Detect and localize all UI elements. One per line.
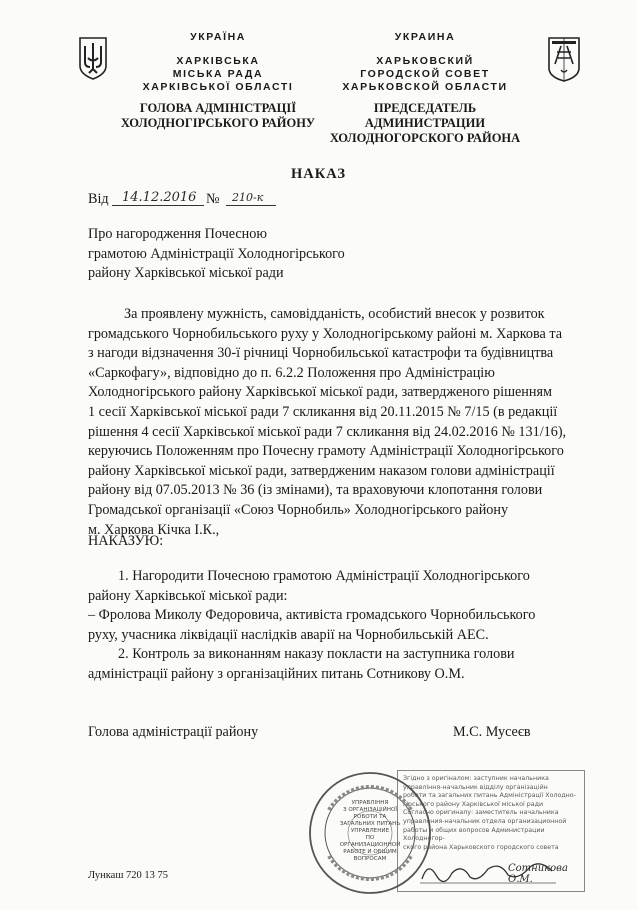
trident-emblem-icon [78,36,108,80]
preamble-line: з нагоди відзначення 30-ї річниці Чорнобильської катастрофи та будівництва [88,345,554,362]
preamble-line: м. Харкова Кічка І.К., [88,521,220,538]
subject-line: району Харківської міської ради [88,265,284,282]
header-right-council-line: ХАРЬКОВСКОЙ ОБЛАСТИ [342,81,508,93]
header-left-office-line: ГОЛОВА АДМІНІСТРАЦІЇ [139,101,297,115]
header-left-country: УКРАЇНА [190,31,246,43]
order-item-line: адміністрації району з організаційних питань Сотникову О.М. [88,665,465,682]
stamp-line: Согласно оригиналу: заместитель начальника [403,809,559,817]
preamble-line: рішення 4 сесії Харківської міської ради 7 скликання від 24.02.2016 № 131/16), [88,423,567,440]
order-item-line: 1. Нагородити Почесною грамотою Адміністрації Холодногірського [118,568,530,584]
header-right-council-line: ГОРОДСКОЙ СОВЕТ [360,68,490,80]
preamble-line: За проявлену мужність, самовідданість, особистий внесок у розвиток [124,306,545,322]
date-label: Від [88,191,109,207]
stamp-line: управления-начальник отдела организационной [403,817,567,825]
signatory-position: Голова адміністрації району [88,724,259,740]
subject-block [88,225,448,284]
header-left-office-line: ХОЛОДНОГІРСЬКОГО РАЙОНУ [120,116,316,130]
seal-line: РОБОТИ ТА [353,814,387,820]
seal-line: З ОРГАНІЗАЦІЙНОЇ [342,807,398,813]
date-number-line [88,190,308,210]
order-item-line: руху, учасника ліквідації наслідків аварії на Чорнобильській АЕС. [88,626,489,643]
preamble-line: району Харківської міської ради, затвердженим наказом голови адміністрації [88,462,555,479]
order-item-line: 2. Контроль за виконанням наказу покласти на заступника голови [118,646,515,663]
seal-line: УПРАВЛЕНИЕ [350,828,390,834]
stamp-line: роботи та загальних питань Адміністрації Холодно- [403,792,576,800]
preamble-line: району від 07.05.2013 № 36 (із змінами), та враховуючи клопотання голови [88,482,543,499]
preamble-line: «Саркофагу», відповідно до п. 6.2.2 Положення про Адміністрацію [88,364,495,381]
stamp-line: управління-начальник відділу організаційн [403,783,548,791]
header-left-council-line: МІСЬКА РАДА [172,68,264,80]
executor-info: Лункаш 720 13 75 [88,870,169,881]
order-item-line: району Харківської міської ради: [88,587,288,604]
handwritten-date: 14.12.2016 [122,190,197,205]
header-right-council-line: ХАРЬКОВСКИЙ [376,55,474,67]
round-seal [307,770,433,896]
preamble-line: керуючись Положенням про Почесну грамоту Адміністрації Холодногірського [88,443,564,460]
preamble-line: 1 сесії Харківської міської ради 7 скликання від 20.11.2015 № 7/15 (в редакції [88,403,558,420]
preamble-line: Громадської організації «Союз Чорнобиль» Холодногірського району [88,501,509,518]
seal-line: УПРАВЛІННЯ [351,800,389,806]
kharkiv-coat-of-arms-icon [547,36,581,82]
header-left-council-line: ХАРКІВСЬКА [176,55,260,67]
order-items [88,567,598,685]
subject-line: грамотою Адміністрації Холодногірського [88,245,345,262]
stamp-line: гірського району Харківської міської ради [403,800,544,808]
signatory-name: М.С. Мусеєв [453,724,531,740]
order-word: НАКАЗУЮ: [88,533,164,549]
preamble-line: Холодногірського району Харківської міської ради, затвердженого рішенням [88,384,552,401]
preamble-line: громадського Чорнобильського руху у Холодногірському районі м. Харкова та [88,325,563,342]
seal-line: РАБОТЕ И ОБЩИМ [343,849,397,855]
seal-line: ЗАГАЛЬНИХ ПИТАНЬ [339,821,401,827]
header-left-council-line: ХАРКІВСЬКОЇ ОБЛАСТІ [142,81,294,93]
subject-line: Про нагородження Почесною [88,226,267,242]
number-label: № [206,191,220,207]
header-right-country: УКРАИНА [394,31,456,43]
stamp-line: ского района Харьковского городского совета [403,843,559,851]
stamp-signer-name: Сотникова О.М. [508,863,568,885]
order-item-line: – Фролова Миколу Федоровича, активіста громадського Чорнобильського [88,607,536,624]
stamp-line: работы и общих вопросов Администрации Холодногор- [403,826,545,843]
seal-line: ПО ОРГАНИЗАЦИОННОЙ [339,835,401,848]
stamp-line: Згідно з оригіналом: заступник начальника [403,775,549,782]
header-right-office-line: ПРЕДСЕДАТЕЛЬ АДМИНИСТРАЦИИ [364,101,486,130]
seal-line: ВОПРОСАМ [353,856,387,862]
preamble-paragraph [88,305,598,540]
header-right-office-line: ХОЛОДНОГОРСКОГО РАЙОНА [329,131,521,145]
document-title: НАКАЗ [290,166,347,182]
handwritten-number: 210-к [232,191,264,204]
